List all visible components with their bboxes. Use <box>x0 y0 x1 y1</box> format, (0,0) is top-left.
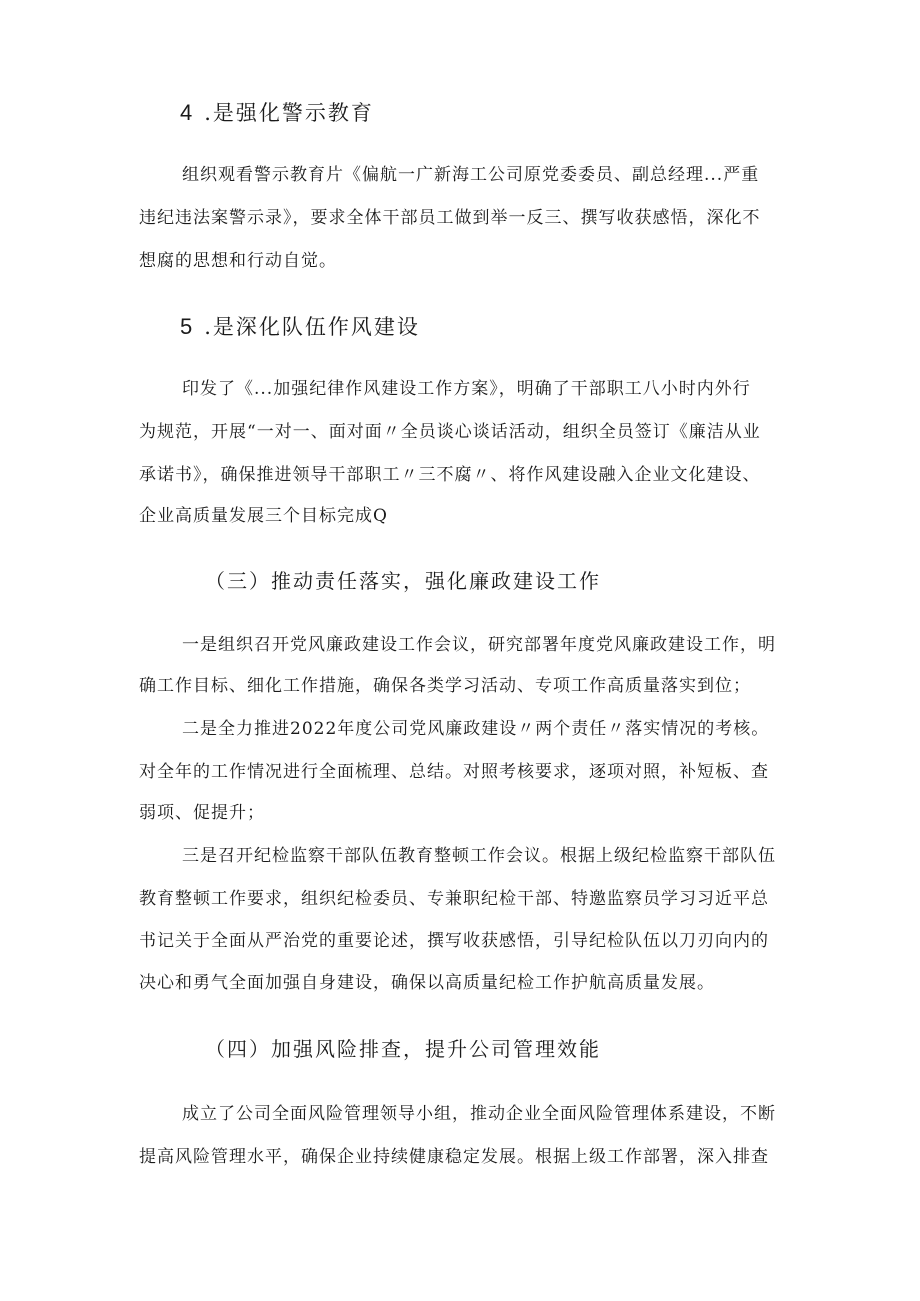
heading-number: 5 <box>180 314 195 339</box>
paragraph-line: 提高风险管理水平，确保企业持续健康稳定发展。根据上级工作部署，深入排查 <box>139 1147 769 1167</box>
paragraph-line: 企业高质量发展三个目标完成Q <box>139 506 388 526</box>
paragraph-line: 组织观看警示教育片《偏航一广新海工公司原党委委员、副总经理...严重 <box>182 165 760 185</box>
heading-number: 4 <box>180 100 195 125</box>
heading-4 <box>180 100 374 126</box>
paragraph-line: 想腐的思想和行动自觉。 <box>139 251 337 271</box>
paragraph-line: 教育整顿工作要求，组织纪检委员、专兼职纪检干部、特邀监察员学习习近平总 <box>139 889 769 909</box>
heading-title: .是强化警示教育 <box>204 101 374 125</box>
paragraph-line: 二是全力推进2022年度公司党风廉政建设〃两个责任〃落实情况的考核。 <box>182 719 770 739</box>
paragraph-line: 三是召开纪检监察干部队伍教育整顿工作会议。根据上级纪检监察干部队伍 <box>182 846 776 866</box>
paragraph-line: 书记关于全面从严治党的重要论述，撰写收获感悟，引导纪检队伍以刀刃向内的 <box>139 931 769 951</box>
paragraph-line: 违纪违法案警示录》，要求全体干部员工做到举一反三、撰写收获感悟，深化不 <box>139 208 761 228</box>
paragraph-line: 对全年的工作情况进行全面梳理、总结。对照考核要求，逐项对照，补短板、查 <box>139 762 769 782</box>
paragraph-line: 承诺书》，确保推进领导干部职工〃三不腐〃、将作风建设融入企业文化建设、 <box>139 465 761 485</box>
heading-title: .是深化队伍作风建设 <box>204 315 420 339</box>
heading-5 <box>180 314 420 340</box>
paragraph-line: 弱项、促提升； <box>139 803 265 823</box>
paragraph-line: 一是组织召开党风廉政建设工作会议，研究部署年度党风廉政建设工作，明 <box>182 635 776 655</box>
paragraph-line: 印发了《...加强纪律作风建设工作方案》，明确了干部职工八小时内外行 <box>182 379 751 399</box>
paragraph-line: 决心和勇气全面加强自身建设，确保以高质量纪检工作护航高质量发展。 <box>139 973 715 993</box>
paragraph-line: 确工作目标、细化工作措施，确保各类学习活动、专项工作高质量落实到位； <box>139 676 751 696</box>
section-heading-3: （三）推动责任落实，强化廉政建设工作 <box>205 569 601 593</box>
paragraph-line: 为规范，开展“一对一、面对面〃全员谈心谈话活动，组织全员签订《廉洁从业 <box>139 422 761 442</box>
section-heading-4: （四）加强风险排查，提升公司管理效能 <box>205 1037 601 1061</box>
paragraph-line: 成立了公司全面风险管理领导小组，推动企业全面风险管理体系建设，不断 <box>182 1104 776 1124</box>
